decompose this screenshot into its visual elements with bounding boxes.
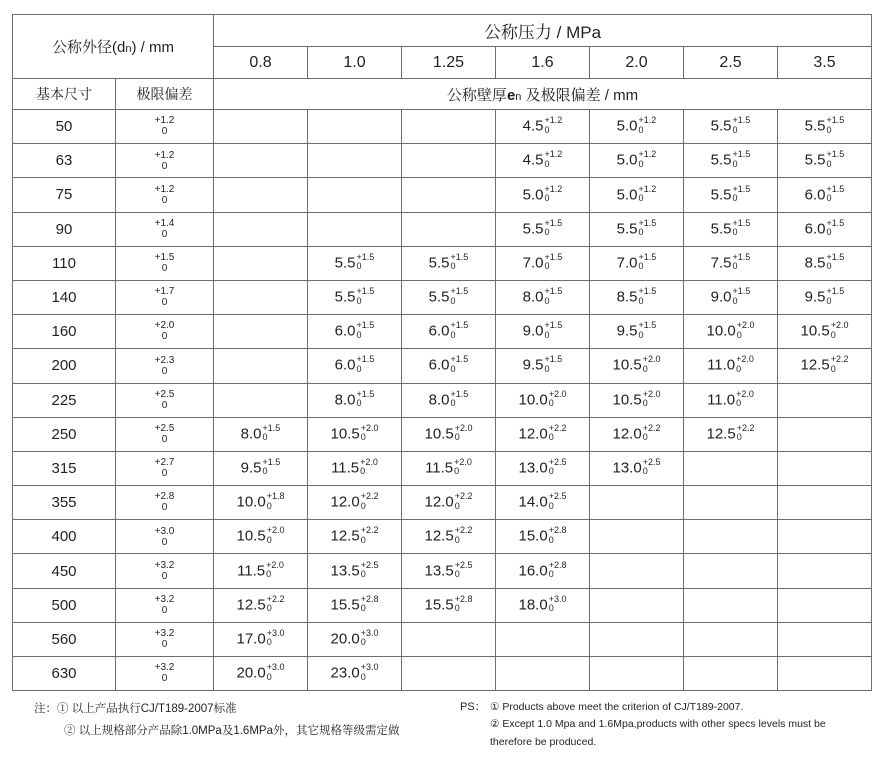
cell-nominal-diameter: 160: [13, 315, 116, 349]
cell-wall-thickness: 7.0 +1.5 0: [496, 246, 590, 280]
cell-nominal-diameter: 75: [13, 178, 116, 212]
cell-wall-thickness: [684, 520, 778, 554]
cell-wall-thickness: 23.0 +3.0 0: [308, 657, 402, 691]
cell-wall-thickness: 12.5 +2.2 0: [214, 588, 308, 622]
cell-wall-thickness: [214, 349, 308, 383]
cell-wall-thickness: [402, 212, 496, 246]
cell-wall-thickness: 8.0 +1.5 0: [496, 280, 590, 314]
cell-wall-thickness: [778, 554, 872, 588]
cell-wall-thickness: [308, 178, 402, 212]
cell-wall-thickness: [308, 110, 402, 144]
cell-wall-thickness: 5.0 +1.2 0: [590, 110, 684, 144]
table-row: [13, 451, 872, 485]
cell-wall-thickness: 4.5 +1.2 0: [496, 110, 590, 144]
table-row: [13, 657, 872, 691]
cell-wall-thickness: 6.0 +1.5 0: [778, 212, 872, 246]
cell-wall-thickness: [214, 110, 308, 144]
cell-wall-thickness: [402, 144, 496, 178]
table-header-row-1: [13, 15, 872, 47]
cell-wall-thickness: 20.0 +3.0 0: [308, 622, 402, 656]
notes-en-lines: [490, 699, 826, 751]
cell-wall-thickness: 5.5 +1.5 0: [684, 144, 778, 178]
cell-wall-thickness: 9.5 +1.5 0: [214, 451, 308, 485]
cell-wall-thickness: [590, 657, 684, 691]
notes-section: [12, 699, 872, 751]
cell-nominal-diameter: 400: [13, 520, 116, 554]
header-pressure-3: 1.6: [496, 47, 590, 79]
header-pressure-0: 0.8: [214, 47, 308, 79]
cell-wall-thickness: [214, 144, 308, 178]
header-pressure-6: 3.5: [778, 47, 872, 79]
cell-wall-thickness: 8.0 +1.5 0: [402, 383, 496, 417]
header-dn-text: 公称外径(d: [52, 39, 126, 56]
cell-wall-thickness: 5.5 +1.5 0: [684, 178, 778, 212]
header-pressure-2: 1.25: [402, 47, 496, 79]
cell-wall-thickness: 20.0 +3.0 0: [214, 657, 308, 691]
table-row: [13, 110, 872, 144]
table-row: [13, 486, 872, 520]
cell-wall-thickness: 5.5 +1.5 0: [402, 280, 496, 314]
cell-wall-thickness: 11.0 +2.0 0: [684, 349, 778, 383]
cell-wall-thickness: 12.0 +2.2 0: [496, 417, 590, 451]
cell-wall-thickness: [496, 622, 590, 656]
cell-wall-thickness: [308, 212, 402, 246]
table-row: [13, 554, 872, 588]
header-nominal-diameter: [13, 15, 214, 79]
header-wall-thickness: [214, 79, 872, 110]
cell-wall-thickness: 10.5 +2.0 0: [308, 417, 402, 451]
cell-limit-deviation: +2.8 0: [116, 486, 214, 520]
cell-wall-thickness: 10.0 +2.0 0: [684, 315, 778, 349]
cell-wall-thickness: 9.5 +1.5 0: [778, 280, 872, 314]
cell-wall-thickness: [684, 451, 778, 485]
cell-nominal-diameter: 630: [13, 657, 116, 691]
cell-wall-thickness: 6.0 +1.5 0: [308, 315, 402, 349]
cell-nominal-diameter: 50: [13, 110, 116, 144]
cell-limit-deviation: +1.4 0: [116, 212, 214, 246]
cell-wall-thickness: 5.5 +1.5 0: [684, 212, 778, 246]
cell-limit-deviation: +2.5 0: [116, 417, 214, 451]
cell-wall-thickness: 5.5 +1.5 0: [684, 110, 778, 144]
cell-nominal-diameter: 500: [13, 588, 116, 622]
cell-wall-thickness: 5.5 +1.5 0: [778, 110, 872, 144]
cell-wall-thickness: [214, 246, 308, 280]
cell-nominal-diameter: 250: [13, 417, 116, 451]
table-row: [13, 417, 872, 451]
cell-nominal-diameter: 355: [13, 486, 116, 520]
cell-wall-thickness: [590, 520, 684, 554]
cell-wall-thickness: 8.5 +1.5 0: [590, 280, 684, 314]
cell-wall-thickness: 10.5 +2.0 0: [402, 417, 496, 451]
cell-wall-thickness: [590, 554, 684, 588]
cell-nominal-diameter: 63: [13, 144, 116, 178]
cell-wall-thickness: 13.0 +2.5 0: [590, 451, 684, 485]
cell-limit-deviation: +3.2 0: [116, 657, 214, 691]
notes-cn-label: 注：: [34, 703, 57, 716]
cell-wall-thickness: 9.0 +1.5 0: [684, 280, 778, 314]
cell-wall-thickness: 16.0 +2.8 0: [496, 554, 590, 588]
cell-wall-thickness: 10.5 +2.0 0: [214, 520, 308, 554]
cell-wall-thickness: [684, 554, 778, 588]
header-pressure-5: 2.5: [684, 47, 778, 79]
cell-nominal-diameter: 560: [13, 622, 116, 656]
cell-limit-deviation: +3.2 0: [116, 554, 214, 588]
cell-wall-thickness: 8.0 +1.5 0: [214, 417, 308, 451]
cell-nominal-diameter: 110: [13, 246, 116, 280]
table-body: [13, 110, 872, 691]
cell-wall-thickness: 12.0 +2.2 0: [402, 486, 496, 520]
cell-wall-thickness: 14.0 +2.5 0: [496, 486, 590, 520]
cell-wall-thickness: 12.5 +2.2 0: [684, 417, 778, 451]
cell-wall-thickness: 4.5 +1.2 0: [496, 144, 590, 178]
cell-wall-thickness: [590, 588, 684, 622]
pipe-spec-table: [12, 14, 872, 691]
cell-wall-thickness: 11.5 +2.0 0: [402, 451, 496, 485]
notes-english: [452, 699, 872, 751]
notes-cn-text-1: ① 以上产品执行CJ/T189-2007标准: [57, 703, 237, 716]
table-row: [13, 349, 872, 383]
cell-wall-thickness: [214, 315, 308, 349]
cell-wall-thickness: 5.0 +1.2 0: [590, 144, 684, 178]
cell-wall-thickness: 10.5 +2.0 0: [778, 315, 872, 349]
table-row: [13, 622, 872, 656]
cell-wall-thickness: [402, 110, 496, 144]
header-wall-text-a: 公称壁厚: [446, 86, 507, 104]
cell-wall-thickness: 5.5 +1.5 0: [496, 212, 590, 246]
header-dn-text-end: ) / mm: [131, 39, 174, 56]
cell-wall-thickness: 10.5 +2.0 0: [590, 383, 684, 417]
cell-wall-thickness: 13.5 +2.5 0: [308, 554, 402, 588]
cell-limit-deviation: +2.0 0: [116, 315, 214, 349]
notes-cn-line-2: ② 以上规格部分产品除1.0MPa及1.6MPa外，其它规格等级需定做: [64, 725, 400, 738]
header-nominal-pressure: 公称压力 / MPa: [214, 15, 872, 47]
header-wall-symbol: e: [506, 86, 516, 104]
cell-limit-deviation: +1.5 0: [116, 246, 214, 280]
cell-wall-thickness: 12.5 +2.2 0: [308, 520, 402, 554]
header-pressure-4: 2.0: [590, 47, 684, 79]
cell-wall-thickness: 9.0 +1.5 0: [496, 315, 590, 349]
header-wall-text-c: 及极限偏差 / mm: [521, 86, 639, 104]
cell-wall-thickness: [684, 657, 778, 691]
cell-wall-thickness: 15.5 +2.8 0: [308, 588, 402, 622]
cell-limit-deviation: +3.0 0: [116, 520, 214, 554]
cell-wall-thickness: [402, 657, 496, 691]
cell-wall-thickness: 12.0 +2.2 0: [590, 417, 684, 451]
cell-limit-deviation: +1.2 0: [116, 110, 214, 144]
cell-wall-thickness: 6.0 +1.5 0: [402, 315, 496, 349]
cell-wall-thickness: [214, 280, 308, 314]
cell-wall-thickness: [590, 486, 684, 520]
notes-cn-line-1: [34, 699, 452, 721]
cell-wall-thickness: 5.5 +1.5 0: [778, 144, 872, 178]
cell-nominal-diameter: 315: [13, 451, 116, 485]
cell-wall-thickness: [778, 588, 872, 622]
cell-wall-thickness: [778, 486, 872, 520]
cell-wall-thickness: [778, 520, 872, 554]
cell-wall-thickness: 10.5 +2.0 0: [590, 349, 684, 383]
cell-nominal-diameter: 140: [13, 280, 116, 314]
cell-wall-thickness: 5.5 +1.5 0: [308, 246, 402, 280]
cell-wall-thickness: 13.0 +2.5 0: [496, 451, 590, 485]
cell-wall-thickness: 11.5 +2.0 0: [214, 554, 308, 588]
notes-en-line-1: ① Products above meet the criterion of CJ/T189-2007.: [490, 701, 744, 714]
cell-wall-thickness: 8.5 +1.5 0: [778, 246, 872, 280]
cell-limit-deviation: +1.2 0: [116, 178, 214, 212]
cell-wall-thickness: [590, 622, 684, 656]
cell-nominal-diameter: 225: [13, 383, 116, 417]
cell-limit-deviation: +1.7 0: [116, 280, 214, 314]
cell-wall-thickness: 17.0 +3.0 0: [214, 622, 308, 656]
cell-wall-thickness: 5.0 +1.2 0: [590, 178, 684, 212]
notes-en-line-3: therefore be produced.: [490, 735, 597, 748]
header-basic-size: 基本尺寸: [13, 79, 116, 110]
cell-limit-deviation: +2.7 0: [116, 451, 214, 485]
cell-limit-deviation: +1.2 0: [116, 144, 214, 178]
cell-wall-thickness: [778, 417, 872, 451]
table-row: [13, 383, 872, 417]
cell-wall-thickness: 11.5 +2.0 0: [308, 451, 402, 485]
table-row: [13, 520, 872, 554]
cell-wall-thickness: 7.5 +1.5 0: [684, 246, 778, 280]
cell-wall-thickness: 5.0 +1.2 0: [496, 178, 590, 212]
cell-wall-thickness: 5.5 +1.5 0: [590, 212, 684, 246]
cell-wall-thickness: 6.0 +1.5 0: [308, 349, 402, 383]
table-row: [13, 246, 872, 280]
cell-wall-thickness: [496, 657, 590, 691]
table-row: [13, 588, 872, 622]
cell-wall-thickness: 15.5 +2.8 0: [402, 588, 496, 622]
cell-wall-thickness: 5.5 +1.5 0: [308, 280, 402, 314]
table-row: [13, 144, 872, 178]
cell-wall-thickness: 11.0 +2.0 0: [684, 383, 778, 417]
cell-wall-thickness: [308, 144, 402, 178]
cell-wall-thickness: [402, 178, 496, 212]
notes-en-line-2: ② Except 1.0 Mpa and 1.6Mpa,products with other specs levels must be: [490, 718, 826, 731]
notes-en-label: PS：: [460, 701, 486, 714]
cell-wall-thickness: [214, 383, 308, 417]
cell-wall-thickness: [214, 212, 308, 246]
cell-wall-thickness: [778, 383, 872, 417]
cell-wall-thickness: 7.0 +1.5 0: [590, 246, 684, 280]
cell-nominal-diameter: 450: [13, 554, 116, 588]
cell-wall-thickness: 12.0 +2.2 0: [308, 486, 402, 520]
cell-wall-thickness: 15.0 +2.8 0: [496, 520, 590, 554]
table-header-row-3: [13, 79, 872, 110]
cell-wall-thickness: 5.5 +1.5 0: [402, 246, 496, 280]
cell-wall-thickness: 18.0 +3.0 0: [496, 588, 590, 622]
cell-wall-thickness: [402, 622, 496, 656]
cell-limit-deviation: +2.3 0: [116, 349, 214, 383]
cell-wall-thickness: [214, 178, 308, 212]
notes-en-row: [460, 699, 872, 751]
cell-wall-thickness: 8.0 +1.5 0: [308, 383, 402, 417]
cell-wall-thickness: [778, 622, 872, 656]
cell-wall-thickness: 10.0 +2.0 0: [496, 383, 590, 417]
cell-wall-thickness: [778, 451, 872, 485]
cell-wall-thickness: 9.5 +1.5 0: [590, 315, 684, 349]
table-row: [13, 315, 872, 349]
header-dn-subscript: n: [125, 43, 132, 55]
table-row: [13, 212, 872, 246]
cell-limit-deviation: +2.5 0: [116, 383, 214, 417]
header-pressure-1: 1.0: [308, 47, 402, 79]
cell-wall-thickness: 6.0 +1.5 0: [402, 349, 496, 383]
cell-wall-thickness: [684, 622, 778, 656]
cell-wall-thickness: [778, 657, 872, 691]
table-row: [13, 178, 872, 212]
notes-chinese: [12, 699, 452, 751]
cell-wall-thickness: 12.5 +2.2 0: [778, 349, 872, 383]
cell-wall-thickness: 9.5 +1.5 0: [496, 349, 590, 383]
table-row: [13, 280, 872, 314]
cell-limit-deviation: +3.2 0: [116, 588, 214, 622]
cell-limit-deviation: +3.2 0: [116, 622, 214, 656]
header-wall-subscript: n: [515, 90, 522, 103]
cell-wall-thickness: [684, 588, 778, 622]
header-limit-deviation: 极限偏差: [116, 79, 214, 110]
cell-nominal-diameter: 200: [13, 349, 116, 383]
cell-wall-thickness: 13.5 +2.5 0: [402, 554, 496, 588]
cell-nominal-diameter: 90: [13, 212, 116, 246]
cell-wall-thickness: 6.0 +1.5 0: [778, 178, 872, 212]
cell-wall-thickness: 12.5 +2.2 0: [402, 520, 496, 554]
cell-wall-thickness: 10.0 +1.8 0: [214, 486, 308, 520]
cell-wall-thickness: [684, 486, 778, 520]
